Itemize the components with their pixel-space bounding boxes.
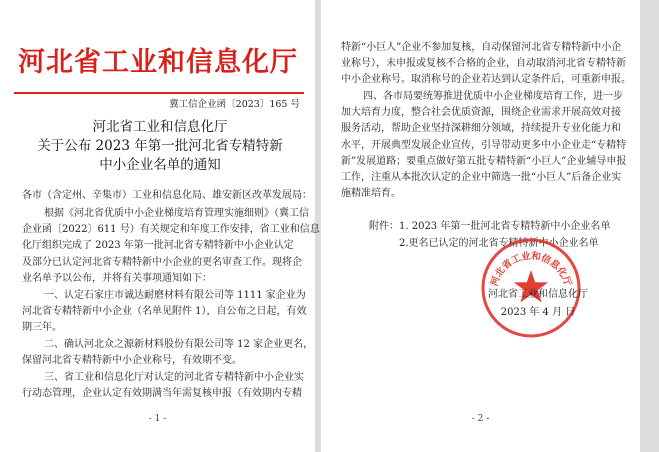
document-page-1 <box>0 0 320 452</box>
attachment-line: 附件：1. 2023 年第一批河北省专精特新中小企业名单 <box>369 221 611 232</box>
signoff-organization: 河北省工业和信息化厅 <box>488 289 588 300</box>
document-page-2 <box>321 0 640 452</box>
signoff-date: 2023 年 4 月 日 <box>500 307 576 318</box>
paragraph-item-3 <box>22 370 304 402</box>
paragraph-line: 及部分已认定河北省专精特新中小企业的更名审查工作。现将企 <box>22 256 302 268</box>
paragraph-line: 施精准培育。 <box>341 188 401 200</box>
paragraph-line: 四、各市局要统筹推进优质中小企业梯度培育工作，进一步 <box>363 91 623 102</box>
paragraph-line: 根据《河北省优质中小企业梯度培育管理实施细则》（冀工信 <box>44 208 309 219</box>
page-number: - 2 - <box>471 414 490 424</box>
paragraph-line: 河北省专精特新中小企业（名单见附件 1），自公布之日起，有效 <box>22 306 307 318</box>
paragraph-item-2 <box>22 337 314 369</box>
paragraph-item-1 <box>22 288 307 337</box>
paragraph-line: 加大培育力度，整合社会优质资源，围绕企业需求开展高效对接 <box>341 107 621 119</box>
notice-title <box>20 118 300 175</box>
paragraph-line: 业称号），未申报或复核不合格的企业，自动取消河北省专精特新 <box>341 58 626 70</box>
paragraph-line: 三、省工业和信息化厅对认定的河北省专精特新中小企业实 <box>44 372 304 383</box>
paragraph-line: 企业函〔2022〕611 号）有关规定和年度工作安排，省工业和信息 <box>22 224 320 236</box>
paragraph-item-4 <box>341 89 626 202</box>
paragraph-line: 工作，注重从本批次认定的企业中筛选一批“小巨人”后备企业实 <box>341 171 622 183</box>
letterhead-rule <box>14 92 304 94</box>
document-number: 冀工信企业函〔2023〕165 号 <box>169 99 300 110</box>
addressee-line: 各市（含定州、辛集市）工业和信息化局、雄安新区改革发展局： <box>22 190 312 201</box>
addressee <box>22 188 312 204</box>
paragraph-line: 新”发展道路；要重点做好第五批专精特新“小巨人”企业辅导申报 <box>341 155 627 167</box>
paragraph-intro <box>22 206 320 287</box>
paragraph-line: 行动态管理，企业认定有效期满当年需复核申报（有效期内专精 <box>22 388 302 400</box>
title-line: 河北省工业和信息化厅 <box>92 119 228 135</box>
paragraph-line: 保留河北省专精特新中小企业称号，有效期不变。 <box>22 355 242 367</box>
paragraph-line: 化厅组织完成了 2023 年第一批河北省专精特新中小企业认定 <box>22 240 294 252</box>
letterhead-title: 河北省工业和信息化厅 <box>18 47 298 78</box>
paragraph-line: 业名单予以公布，并将有关事项通知如下： <box>22 272 212 284</box>
paragraph-line: 二、确认河北众之源新材料股份有限公司等 12 家企业更名， <box>44 339 314 350</box>
paragraph-line: 期三年。 <box>22 322 62 334</box>
attachment-line: 2.更名已认定的河北省专精特新中小企业名单 <box>399 238 599 249</box>
paragraph-line: 服务活动，帮助企业坚持深耕细分领域，持续提升专业化能力和 <box>341 123 621 135</box>
paragraph-line: 一、认定石家庄市诚达耐磨材料有限公司等 1111 家企业为 <box>44 290 306 301</box>
paragraph-line: 中小企业称号。取消称号的企业若达到认定条件后，可重新申报。 <box>341 74 631 86</box>
title-line: 中小企业名单的通知 <box>99 157 221 173</box>
paragraph-continued <box>341 40 631 89</box>
paragraph-line: 水平，开展典型发展企业宣传，引导带动更多中小企业走“专精特 <box>341 139 627 151</box>
page-number: - 1 - <box>148 414 167 424</box>
seal-text-path: 河北省工业和信息化厅 <box>488 250 574 288</box>
title-line: 关于公布 2023 年第一批河北省专精特新 <box>37 138 283 154</box>
paragraph-line: 特新“小巨人”企业不参加复核，自动保留河北省专精特新中小企 <box>341 42 622 53</box>
